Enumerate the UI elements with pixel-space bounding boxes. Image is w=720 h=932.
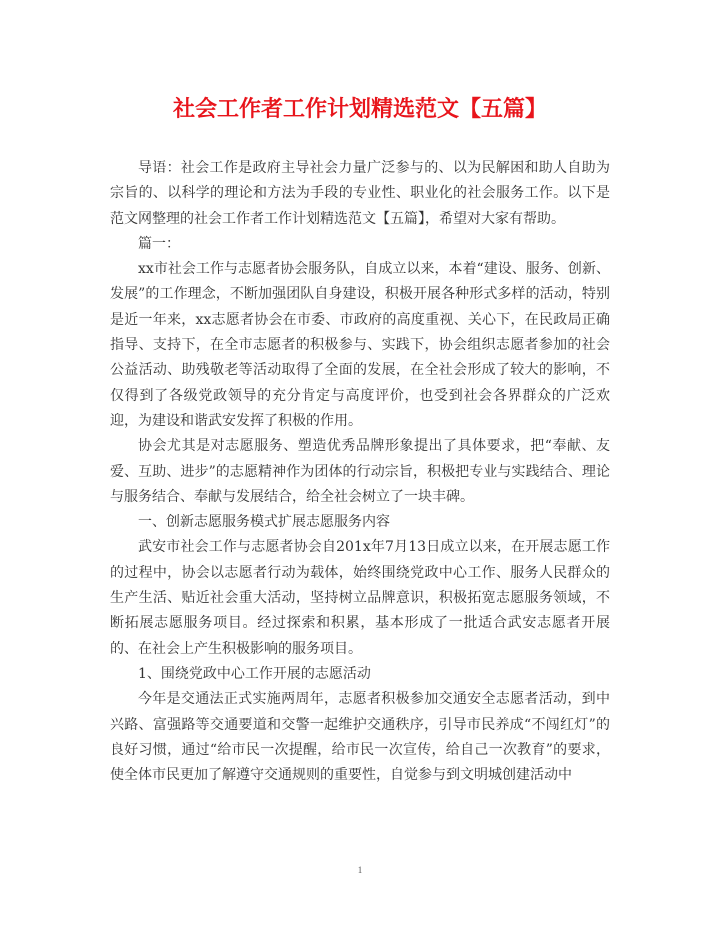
section-heading: 一、创新志愿服务模式扩展志愿服务内容 bbox=[138, 514, 390, 531]
document-title: 社会工作者工作计划精选范文【五篇】 bbox=[172, 96, 547, 122]
document-body bbox=[110, 156, 610, 788]
intro-paragraph: 导语：社会工作是政府主导社会力量广泛参与的、以为民解困和助人自助为宗旨的、以科学的理论和方法为手段的专业性、职业化的社会服务工作。以下是范文网整理的社会工作者工作计划精选范文【五篇】，希望对大家有帮助。 bbox=[110, 160, 610, 227]
body-paragraph: 协会尤其是对志愿服务、塑造优秀品牌形象提出了具体要求，把“奉献、友爱、互助、进步”的志愿精神作为团体的行动宗旨，积极把专业与实践结合、理论与服务结合、奉献与发展结合，给全社会树立了一块丰碑。 bbox=[110, 438, 610, 505]
section-heading-part-one: 篇一： bbox=[138, 235, 180, 252]
body-paragraph: 武安市社会工作与志愿者协会自201x年7月13日成立以来，在开展志愿工作的过程中，协会以志愿者行动为载体，始终围绕党政中心工作、服务人民群众的生产生活、贴近社会重大活动，坚持树立品牌意识，积极拓宽志愿服务领域，不断拓展志愿服务项目。经过探索和积累，基本形成了一批适合武安志愿者开展的、在社会上产生积极影响的服务项目。 bbox=[110, 539, 610, 657]
body-paragraph: xx市社会工作与志愿者协会服务队，自成立以来，本着“建设、服务、创新、发展”的工作理念，不断加强团队自身建设，积极开展各种形式多样的活动，特别是近一年来，xx志愿者协会在市委、市政府的高度重视、关心下，在民政局正确指导、支持下，在全市志愿者的积极参与、实践下，协会组织志愿者参加的社会公益活动、助残敬老等活动取得了全面的发展，在全社会形成了较大的影响，不仅得到了各级党政领导的充分肯定与高度评价，也受到社会各界群众的广泛欢迎，为建设和谐武安发挥了积极的作用。 bbox=[110, 261, 610, 429]
body-paragraph: 今年是交通法正式实施两周年，志愿者积极参加交通安全志愿者活动，到中兴路、富强路等交通要道和交警一起维护交通秩序，引导市民养成“不闯红灯”的良好习惯，通过“给市民一次提醒，给市民一次宣传，给自己一次教育”的要求，使全体市民更加了解遵守交通规则的重要性，自觉参与到文明城创建活动中 bbox=[110, 691, 610, 784]
page-number: 1 bbox=[357, 865, 363, 875]
subsection-heading: 1、围绕党政中心工作开展的志愿活动 bbox=[138, 665, 371, 682]
